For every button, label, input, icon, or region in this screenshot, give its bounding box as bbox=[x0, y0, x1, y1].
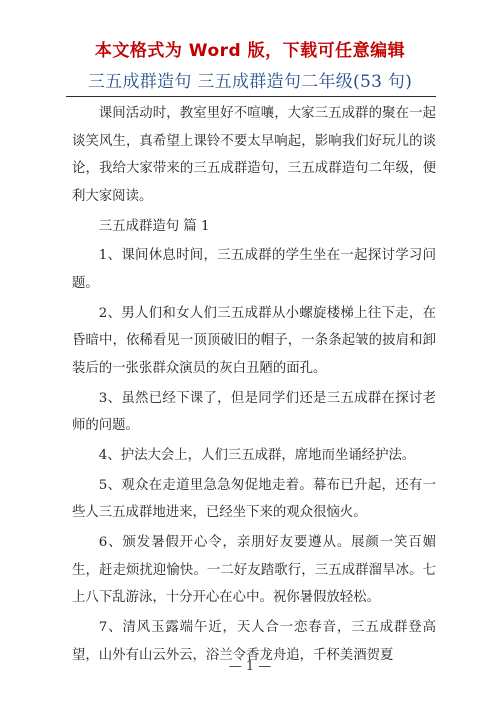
sentence-item: 6、颁发暑假开心令，亲朋好友要遵从。展颜一笑百媚生，赶走烦扰迎愉快。一二好友踏歌行，三五成群溜旱冰。七上八下乱游泳，十分开心在心中。祝你暑假放轻松。 bbox=[72, 535, 436, 606]
sentence-item: 2、男人们和女人们三五成群从小螺旋楼梯上往下走，在昏暗中，依稀看见一顶顶破旧的帽子，一条条起皱的披肩和卸装后的一张张群众演员的灰白丑陋的面孔。 bbox=[72, 305, 436, 376]
sentence-item: 7、清风玉露端午近，天人合一恋春音，三五成群登高望，山外有山云外云，浴兰令香龙舟追，千杯美酒贺夏 bbox=[72, 620, 436, 663]
sentence-item: 5、观众在走道里急急匆促地走着。幕布已升起，还有一些人三五成群地进来，已经坐下来的观众很恼火。 bbox=[72, 477, 436, 521]
download-banner: 本文格式为 Word 版，下载可任意编辑 bbox=[94, 41, 406, 61]
sentence-item: 3、虽然已经下课了，但是同学们还是三五成群在探讨老师的问题。 bbox=[72, 390, 436, 434]
intro-paragraph: 课间活动时，教室里好不喧嚷，大家三五成群的聚在一起谈笑风生，真希望上课铃不要太早响起，影响我们好玩儿的谈论，我给大家带来的三五成群造句，三五成群造句二年级，便利大家阅读。 bbox=[72, 106, 436, 204]
page-number: — 1 — bbox=[228, 659, 272, 674]
sentence-item: 1、课间休息时间，三五成群的学生坐在一起探讨学习问题。 bbox=[72, 248, 436, 291]
document-title: 三五成群造句 三五成群造句二年级(53 句) bbox=[87, 72, 413, 92]
sentence-item: 4、护法大会上，人们三五成群，席地而坐诵经护法。 bbox=[98, 448, 416, 464]
section-heading: 三五成群造句 篇 1 bbox=[98, 218, 210, 234]
document-body bbox=[72, 100, 436, 669]
title-divider bbox=[66, 96, 436, 97]
